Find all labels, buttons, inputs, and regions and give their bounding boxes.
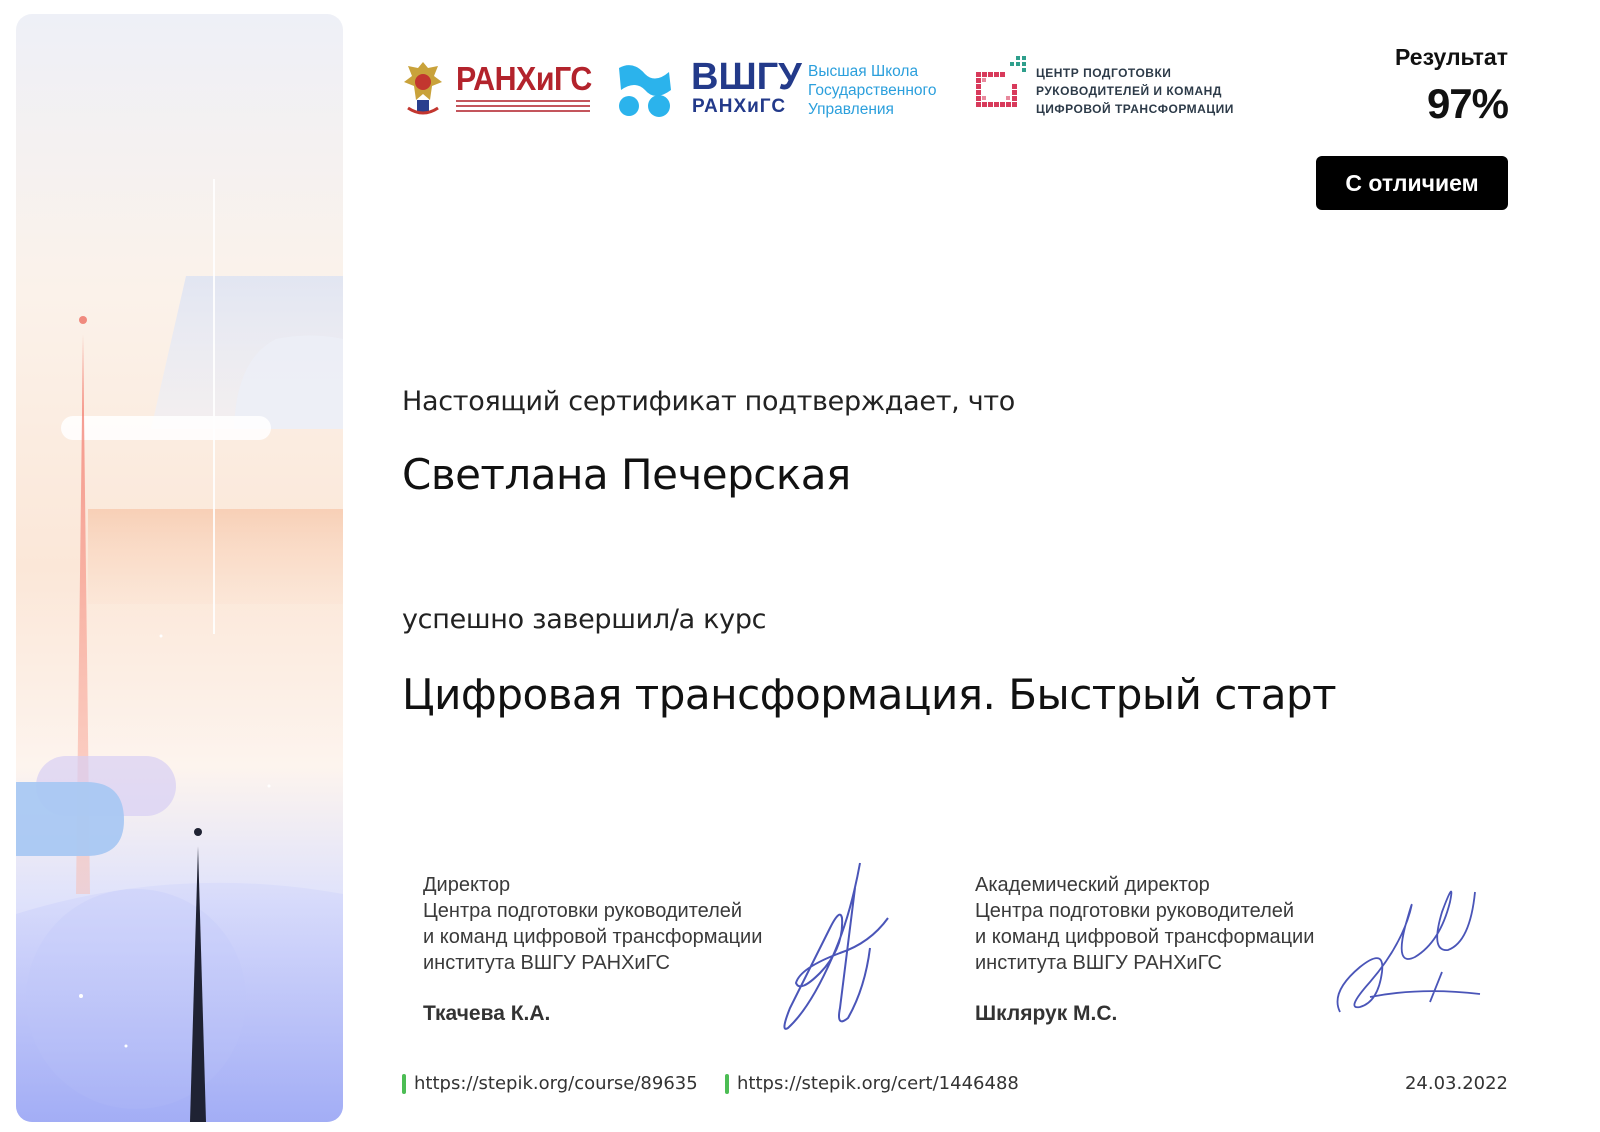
vshgu-full-name (808, 62, 936, 119)
signatory-1-line-1: Директор (423, 874, 511, 896)
vshgu-line-2: Государственного (808, 82, 937, 99)
confirm-text: Настоящий сертификат подтверждает, что (402, 386, 1016, 417)
decorative-side-panel (16, 14, 343, 1122)
signatory-2-line-1: Академический директор (975, 874, 1210, 896)
signature-2-image (1330, 872, 1510, 1032)
center-line-2: РУКОВОДИТЕЛЕЙ И КОМАНД (1036, 84, 1222, 98)
center-line-1: ЦЕНТР ПОДГОТОВКИ (1036, 66, 1172, 80)
result-label: Результат (1395, 44, 1508, 70)
center-logo-text (1036, 64, 1234, 118)
result-score: 97% (1426, 80, 1508, 127)
signature-1-image (770, 858, 910, 1038)
course-link-text[interactable]: https://stepik.org/course/89635 (414, 1073, 698, 1094)
ranepa-name: РАНХиГС (456, 60, 592, 97)
signatory-1-line-3: и команд цифровой трансформации (423, 926, 763, 948)
course-title: Цифровая трансформация. Быстрый старт (402, 670, 1337, 719)
cert-link[interactable] (725, 1073, 1019, 1094)
cert-link-text[interactable]: https://stepik.org/cert/1446488 (737, 1073, 1019, 1094)
signatory-2-line-4: института ВШГУ РАНХиГС (975, 952, 1222, 974)
distinction-badge: С отличием (1316, 156, 1508, 210)
link-marker (725, 1074, 729, 1094)
vshgu-sub: РАНХиГС (692, 96, 787, 117)
center-logo (970, 52, 1250, 122)
vshgu-mark-icon (615, 60, 675, 120)
signatory-1-line-4: института ВШГУ РАНХиГС (423, 952, 670, 974)
pixel-square-icon (970, 52, 1032, 118)
issue-date: 24.03.2022 (1404, 1073, 1508, 1094)
ranepa-logo (400, 58, 600, 122)
signatory-1-name: Ткачева К.А. (423, 1002, 551, 1025)
signatory-1-line-2: Центра подготовки руководителей (423, 900, 743, 922)
vshgu-line-1: Высшая Школа (808, 63, 919, 80)
completed-text: успешно завершил/а курс (402, 604, 767, 635)
signatory-2-line-3: и команд цифровой трансформации (975, 926, 1315, 948)
link-marker (402, 1074, 406, 1094)
signatory-2-name: Шклярук М.С. (975, 1002, 1118, 1025)
vshgu-abbr: ВШГУ (691, 56, 802, 98)
vshgu-logo (615, 56, 945, 122)
course-link[interactable] (402, 1073, 698, 1094)
signatory-2-line-2: Центра подготовки руководителей (975, 900, 1295, 922)
vshgu-line-3: Управления (808, 101, 894, 118)
partner-logos (400, 50, 1250, 130)
ranepa-fine-print (456, 100, 590, 115)
recipient-name: Светлана Печерская (402, 450, 851, 499)
eagle-emblem-icon (400, 58, 446, 118)
center-line-3: ЦИФРОВОЙ ТРАНСФОРМАЦИИ (1036, 102, 1234, 116)
abstract-illustration (16, 14, 343, 1122)
